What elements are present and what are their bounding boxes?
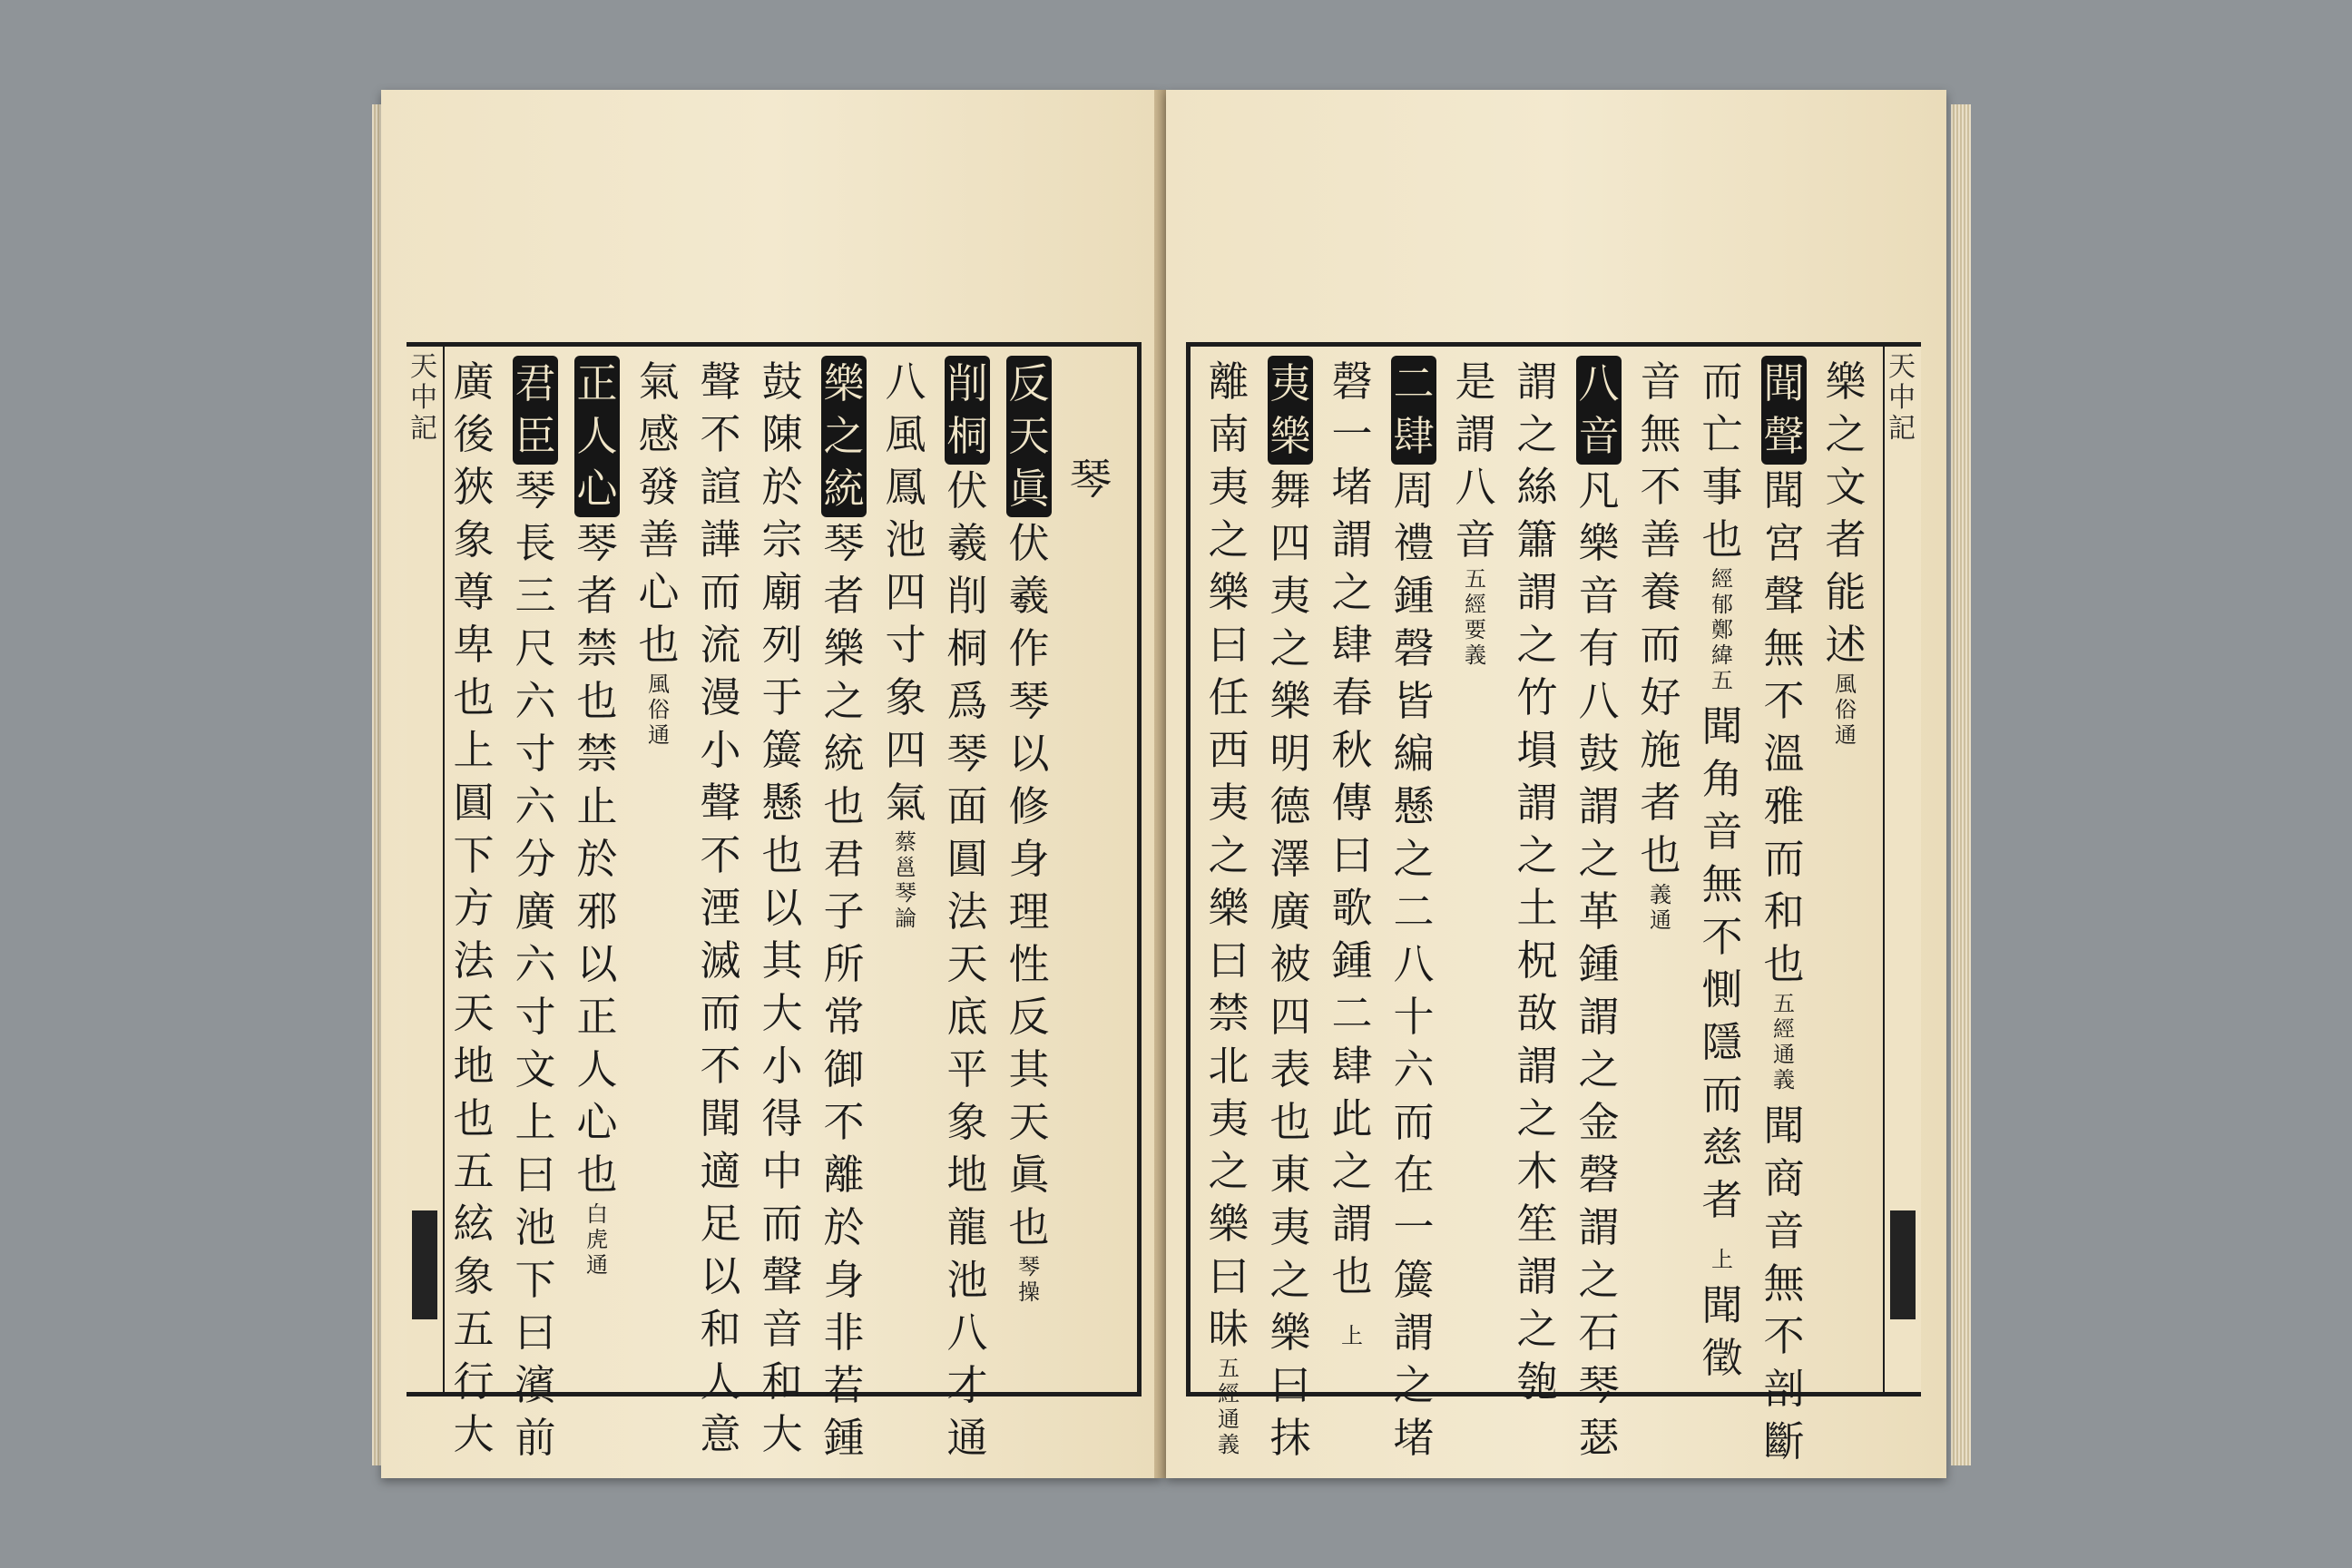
source-note: 風俗通 (1835, 671, 1857, 748)
entry-heading (821, 356, 867, 517)
entry-heading-text: 樂之 (823, 359, 865, 460)
entry-heading-text: 削 (946, 359, 988, 407)
source-note: 五經要義 (1465, 566, 1486, 668)
source-note: 五經通義 (1218, 1356, 1240, 1457)
entry-heading-text: 臣 (514, 412, 556, 460)
text-column (1698, 356, 1747, 1385)
body-text: 是謂八音 (1455, 358, 1496, 564)
text-column (1574, 356, 1623, 1465)
body-text: 八風鳳池四寸象四氣 (885, 358, 926, 827)
source-note: 上 (1711, 1247, 1733, 1272)
body-text: 鼓陳於宗廟列于簴懸也以其大小得中而聲音和大 (761, 358, 803, 1458)
left-block-heart (407, 347, 445, 1392)
right-block-heart (1883, 347, 1921, 1392)
body-text: 琴者禁也禁止於邪以正人心也 (576, 519, 618, 1199)
text-column (1759, 356, 1808, 1468)
body-text: 聞角音無不惻隱而慈者 (1701, 702, 1743, 1224)
body-text: 伏羲削桐爲琴面圓法天底平象地龍池八才通 (946, 466, 988, 1462)
body-text: 周禮鍾磬皆編懸之二八十六而在一簴謂之堵 (1393, 466, 1435, 1462)
text-column (449, 356, 498, 1461)
source-note: 上 (1341, 1323, 1363, 1348)
text-column (819, 356, 868, 1465)
text-column (1204, 356, 1253, 1465)
text-column (696, 356, 745, 1461)
entry-heading-text: 君 (514, 359, 556, 407)
entry-heading (1576, 356, 1622, 465)
entry-heading-text: 桐 (946, 412, 988, 460)
source-note: 義通 (1650, 882, 1671, 933)
body-text: 聞商音無不剖斷 (1763, 1102, 1805, 1465)
text-column (1328, 356, 1377, 1356)
entry-heading (1268, 356, 1313, 465)
text-column (511, 356, 560, 1465)
body-text: 琴長三尺六寸六分廣六寸文上曰池下曰濱前 (514, 466, 556, 1462)
entry-heading-text: 八 (1578, 359, 1620, 407)
source-note: 經郁鄭緯五 (1711, 566, 1733, 693)
entry-heading-text: 統 (823, 465, 865, 513)
source-note: 琴操 (1018, 1254, 1040, 1305)
body-text: 樂之文者能述 (1825, 358, 1867, 669)
text-column (943, 356, 992, 1465)
text-column (881, 356, 930, 938)
entry-heading (513, 356, 558, 465)
text-column (634, 356, 683, 755)
source-note: 蔡邕琴論 (895, 829, 916, 931)
entry-heading-text: 眞 (1008, 465, 1050, 513)
entry-heading (574, 356, 620, 517)
right-page-edges (1951, 104, 1971, 1465)
open-book (372, 77, 1974, 1493)
source-note: 五經通義 (1773, 991, 1795, 1093)
section-title: 琴 (1070, 455, 1112, 504)
left-page (381, 90, 1161, 1478)
entry-heading-text: 肆 (1393, 412, 1435, 460)
left-text-frame (407, 342, 1142, 1462)
body-text: 謂之絲簫謂之竹塤謂之土柷敔謂之木笙謂之匏 (1516, 358, 1558, 1406)
right-page (1166, 90, 1946, 1478)
text-column (1821, 356, 1870, 755)
body-text: 離南夷之樂曰任西夷之樂曰禁北夷之樂曰昧 (1208, 358, 1250, 1353)
body-text: 聞徵 (1701, 1281, 1743, 1382)
source-note: 風俗通 (648, 671, 670, 748)
text-column (758, 356, 807, 1461)
entry-heading-text: 反天 (1008, 359, 1050, 460)
entry-heading-text: 正人 (576, 359, 618, 460)
entry-heading-text: 聲 (1763, 412, 1805, 460)
body-text: 舞四夷之樂明德澤廣被四表也東夷之樂曰抹 (1269, 466, 1311, 1462)
text-column (1513, 356, 1562, 1408)
body-text: 琴者樂之統也君子所常御不離於身非若鍾 (823, 519, 865, 1462)
right-fish-tail-mark (1890, 1210, 1916, 1319)
body-text: 而亡事也 (1701, 358, 1743, 564)
left-margin-title: 天中記 (410, 351, 437, 445)
source-note: 白虎通 (586, 1201, 608, 1278)
entry-heading (945, 356, 990, 465)
body-text: 凡樂音有八鼓謂之革鍾謂之金磬謂之石琴瑟 (1578, 466, 1620, 1462)
entry-heading (1006, 356, 1052, 517)
entry-heading-text: 二 (1393, 359, 1435, 407)
body-text: 廣後狹象尊卑也上圓下方法天地也五絃象五行大 (453, 358, 495, 1458)
right-margin-title: 天中記 (1888, 351, 1916, 445)
text-column (1389, 356, 1438, 1465)
entry-heading-text: 心 (576, 465, 618, 513)
text-column (1266, 356, 1315, 1465)
text-column (1004, 356, 1054, 1312)
body-text: 磬一堵謂之肆春秋傳曰歌鍾二肆此之謂也 (1331, 358, 1373, 1300)
body-text: 聲不諠譁而流漫小聲不湮滅而不聞適足以和人意 (700, 358, 741, 1458)
body-text: 伏羲作琴以修身理性反其天眞也 (1008, 519, 1050, 1251)
body-text: 聞宮聲無不溫雅而和也 (1763, 466, 1805, 988)
right-text-frame (1186, 342, 1921, 1465)
entry-heading (1391, 356, 1436, 465)
entry-heading-text: 聞 (1763, 359, 1805, 407)
entry-heading-text: 樂 (1269, 412, 1311, 460)
entry-heading-text: 夷 (1269, 359, 1311, 407)
text-column (1451, 356, 1500, 675)
text-column (1636, 356, 1685, 940)
body-text: 音無不善養而好施者也 (1640, 358, 1681, 879)
left-fish-tail-mark (412, 1210, 437, 1319)
text-column (573, 356, 622, 1285)
body-text: 氣感發善心也 (638, 358, 680, 669)
entry-heading-text: 音 (1578, 412, 1620, 460)
entry-heading (1761, 356, 1807, 465)
